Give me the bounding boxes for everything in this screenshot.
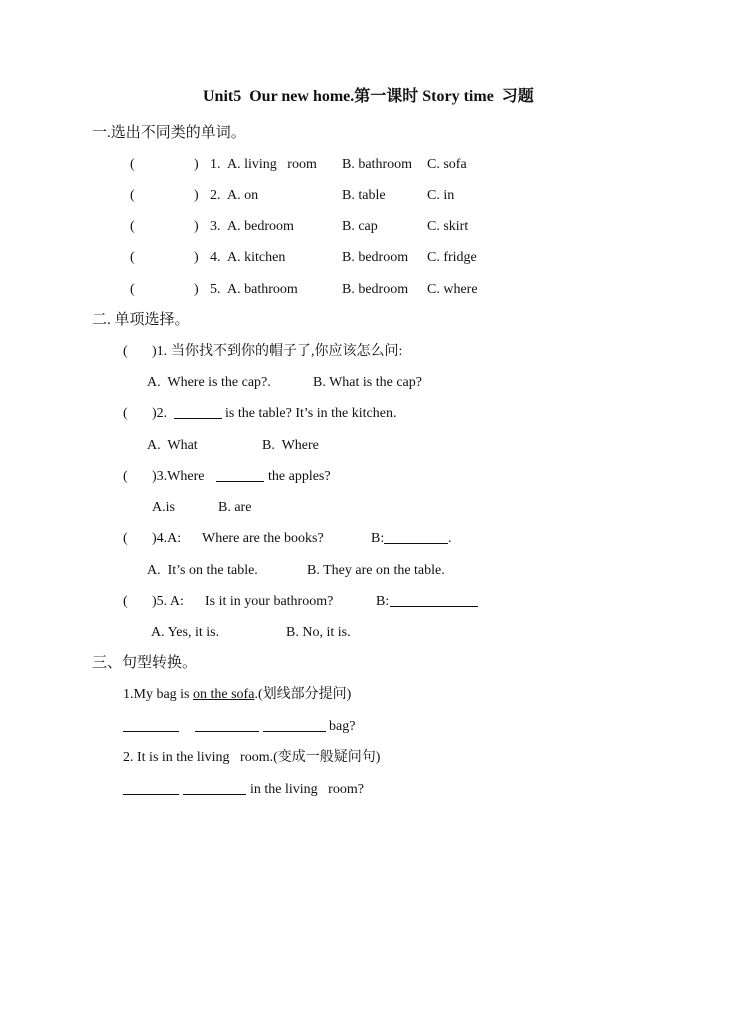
option-a: A. on — [227, 188, 259, 203]
option-c: C. where — [427, 282, 478, 297]
answer-paren-open: ( — [123, 344, 128, 359]
sentence-end: . — [448, 531, 452, 546]
sentence-instruction: .(划线部分提问) — [254, 687, 352, 702]
sentence-2: 2. It is in the living room.(变成一般疑问句) — [123, 750, 381, 765]
option-a: A. What — [147, 438, 198, 453]
option-b: B. They are on the table. — [307, 563, 445, 578]
answer-paren-open: ( — [123, 469, 128, 484]
answer-tail: in the living room? — [250, 782, 364, 797]
answer-paren-close: ) — [194, 188, 199, 203]
answer-paren-open: ( — [123, 531, 128, 546]
item-number: 5. — [210, 282, 221, 297]
option-b: B. bedroom — [342, 250, 409, 265]
answer-blank[interactable] — [183, 781, 246, 795]
question-number: )1. — [152, 344, 168, 359]
option-a: A. It’s on the table. — [147, 563, 258, 578]
answer-blank[interactable] — [174, 405, 222, 419]
option-a: A. bedroom — [227, 219, 294, 234]
answer-paren-open: ( — [130, 219, 135, 234]
option-c: C. fridge — [427, 250, 477, 265]
option-b: B. table — [342, 188, 386, 203]
sentence-prefix: 1.My bag is — [123, 687, 193, 702]
item-number: 3. — [210, 219, 221, 234]
page-title: Unit5 Our new home.第一课时 Story time 习题 — [203, 88, 534, 105]
option-b: B. What is the cap? — [313, 375, 422, 390]
option-a: A. Yes, it is. — [151, 625, 220, 640]
underlined-phrase: on the sofa — [193, 687, 255, 702]
question-text: is the table? It’s in the kitchen. — [225, 406, 397, 421]
item-number: 4. — [210, 250, 221, 265]
speaker-b-label: B: — [376, 594, 390, 609]
option-b: B. are — [218, 500, 252, 515]
answer-paren-open: ( — [130, 282, 135, 297]
section2-heading: 二. 单项选择。 — [92, 312, 190, 328]
answer-paren-open: ( — [123, 594, 128, 609]
answer-paren-open: ( — [130, 157, 135, 172]
section1-heading: 一.选出不同类的单词。 — [92, 125, 246, 141]
answer-paren-close: ) — [194, 250, 199, 265]
question-number: )4.A: — [152, 531, 182, 546]
question-text: 当你找不到你的帽子了,你应该怎么问: — [171, 344, 403, 359]
answer-blank[interactable] — [384, 530, 448, 544]
question-text: Where are the books? — [202, 531, 324, 546]
option-a: A. bathroom — [227, 282, 298, 297]
option-a: A.is — [152, 500, 175, 515]
answer-blank[interactable] — [123, 781, 179, 795]
option-a: A. kitchen — [227, 250, 286, 265]
answer-blank[interactable] — [195, 718, 259, 732]
answer-paren-open: ( — [130, 188, 135, 203]
answer-paren-close: ) — [194, 219, 199, 234]
answer-paren-open: ( — [123, 406, 128, 421]
answer-blank[interactable] — [263, 718, 326, 732]
speaker-b-label: B: — [371, 531, 385, 546]
option-a: A. Where is the cap?. — [147, 375, 271, 390]
question-number: )3.Where — [152, 469, 205, 484]
answer-blank[interactable] — [123, 718, 179, 732]
question-number: )2. — [152, 406, 168, 421]
answer-paren-close: ) — [194, 157, 199, 172]
option-c: C. sofa — [427, 157, 467, 172]
section3-heading: 三、句型转换。 — [92, 655, 198, 671]
option-b: B. bedroom — [342, 282, 409, 297]
question-number: )5. A: — [152, 594, 184, 609]
option-b: B. cap — [342, 219, 378, 234]
option-a: A. living room — [227, 157, 317, 172]
question-text: Is it in your bathroom? — [205, 594, 334, 609]
option-b: B. Where — [262, 438, 319, 453]
option-b: B. bathroom — [342, 157, 412, 172]
option-b: B. No, it is. — [286, 625, 351, 640]
sentence-1 — [123, 686, 351, 704]
answer-paren-open: ( — [130, 250, 135, 265]
question-text: the apples? — [268, 469, 331, 484]
answer-blank[interactable] — [390, 593, 478, 607]
option-c: C. skirt — [427, 219, 469, 234]
answer-paren-close: ) — [194, 282, 199, 297]
option-c: C. in — [427, 188, 455, 203]
item-number: 2. — [210, 188, 221, 203]
answer-tail: bag? — [329, 719, 356, 734]
item-number: 1. — [210, 157, 221, 172]
answer-blank[interactable] — [216, 468, 264, 482]
